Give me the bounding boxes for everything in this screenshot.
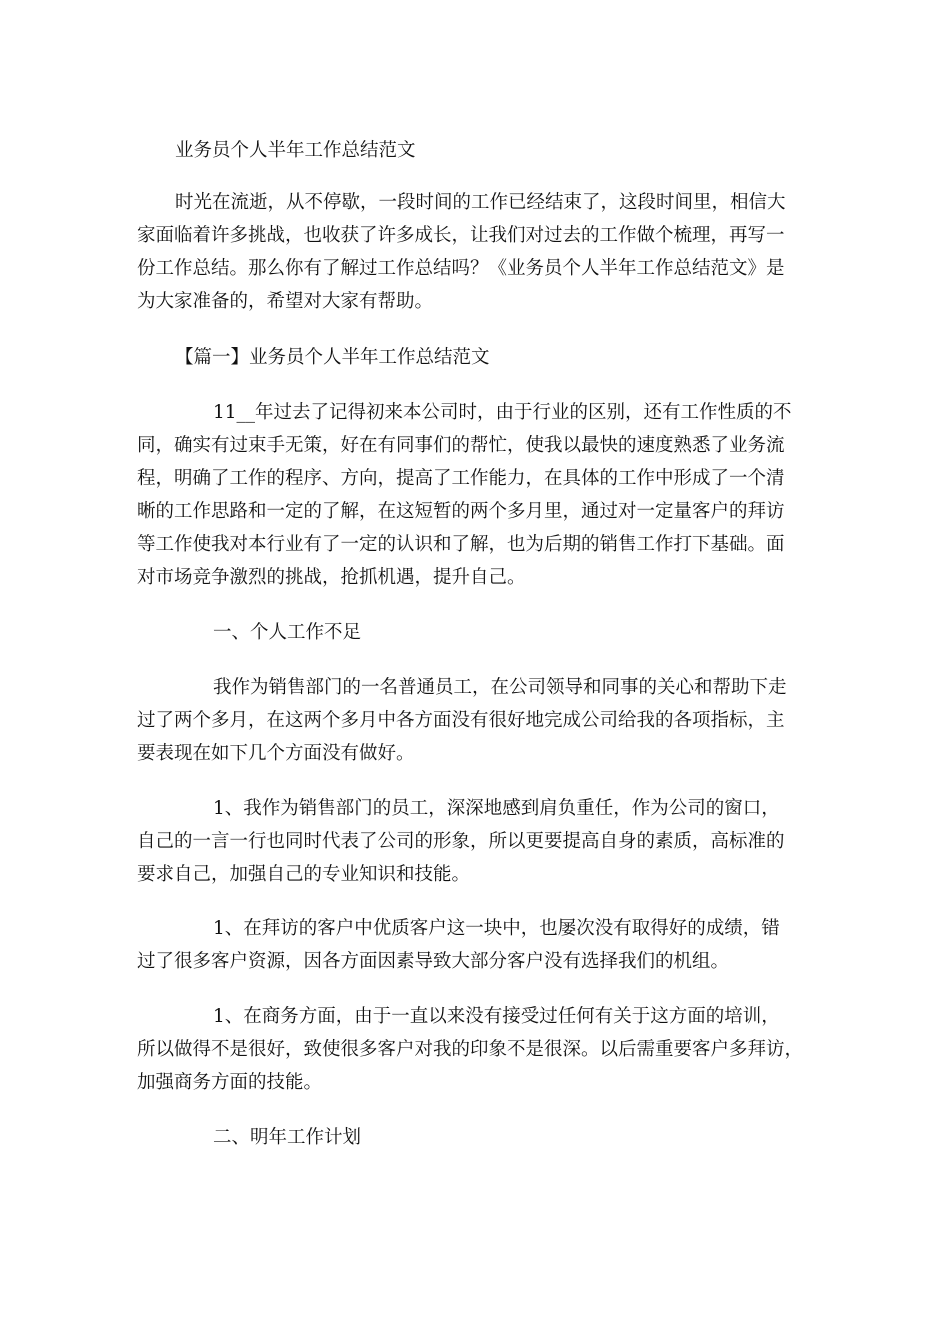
text-line: 同，确实有过束手无策，好在有同事们的帮忙，使我以最快的速度熟悉了业务流: [137, 435, 785, 456]
text-line: 为大家准备的，希望对大家有帮助。: [137, 291, 434, 312]
text-line: 加强商务方面的技能。: [137, 1072, 323, 1093]
text-line: 过了很多客户资源，因各方面因素导致大部分客户没有选择我们的机组。: [137, 951, 730, 972]
text-line: 家面临着许多挑战，也收获了许多成长，让我们对过去的工作做个梳理，再写一: [137, 225, 785, 246]
text-line: 1、在拜访的客户中优质客户这一块中，也屡次没有取得好的成绩，错: [213, 918, 780, 939]
heading-one: 一、个人工作不足: [213, 622, 362, 643]
text-line: 11__年过去了记得初来本公司时，由于行业的区别，还有工作性质的不: [213, 402, 792, 423]
text-line: 自己的一言一行也同时代表了公司的形象，所以更要提高自身的素质，高标准的: [137, 831, 785, 852]
text-line: 1、在商务方面，由于一直以来没有接受过任何有关于这方面的培训，: [213, 1006, 780, 1027]
text-line: 过了两个多月，在这两个多月中各方面没有很好地完成公司给我的各项指标，主: [137, 710, 785, 731]
paragraph-item-clients: [137, 912, 813, 978]
text-line: 对市场竞争激烈的挑战，抢抓机遇，提升自己。: [137, 567, 526, 588]
text-line: 晰的工作思路和一定的了解，在这短暂的两个多月里，通过对一定量客户的拜访: [137, 501, 785, 522]
paragraph-shortcomings: [137, 671, 813, 770]
paragraph-item-business: [137, 1000, 813, 1099]
text-line: 所以做得不是很好，致使很多客户对我的印象不是很深。以后需重要客户多拜访，: [137, 1039, 804, 1060]
text-line: 等工作使我对本行业有了一定的认识和了解，也为后期的销售工作打下基础。面: [137, 534, 785, 555]
section-heading: 【篇一】业务员个人半年工作总结范文: [175, 347, 490, 368]
text-line: 份工作总结。那么你有了解过工作总结吗？《业务员个人半年工作总结范文》是: [137, 258, 785, 279]
text-line: 要表现在如下几个方面没有做好。: [137, 743, 415, 764]
paragraph-intro-work: [137, 396, 813, 594]
document-title: 业务员个人半年工作总结范文: [175, 140, 416, 161]
text-line: 要求自己，加强自己的专业知识和技能。: [137, 864, 471, 885]
text-line: 程，明确了工作的程序、方向，提高了工作能力，在具体的工作中形成了一个清: [137, 468, 785, 489]
intro-paragraph: [137, 186, 813, 318]
text-line: 时光在流逝，从不停歇，一段时间的工作已经结束了，这段时间里，相信大: [175, 192, 786, 213]
heading-two: 二、明年工作计划: [213, 1127, 362, 1148]
text-line: 我作为销售部门的一名普通员工，在公司领导和同事的关心和帮助下走: [213, 677, 787, 698]
text-line: 1、我作为销售部门的员工，深深地感到肩负重任，作为公司的窗口，: [213, 798, 780, 819]
paragraph-item-responsibility: [137, 792, 813, 891]
